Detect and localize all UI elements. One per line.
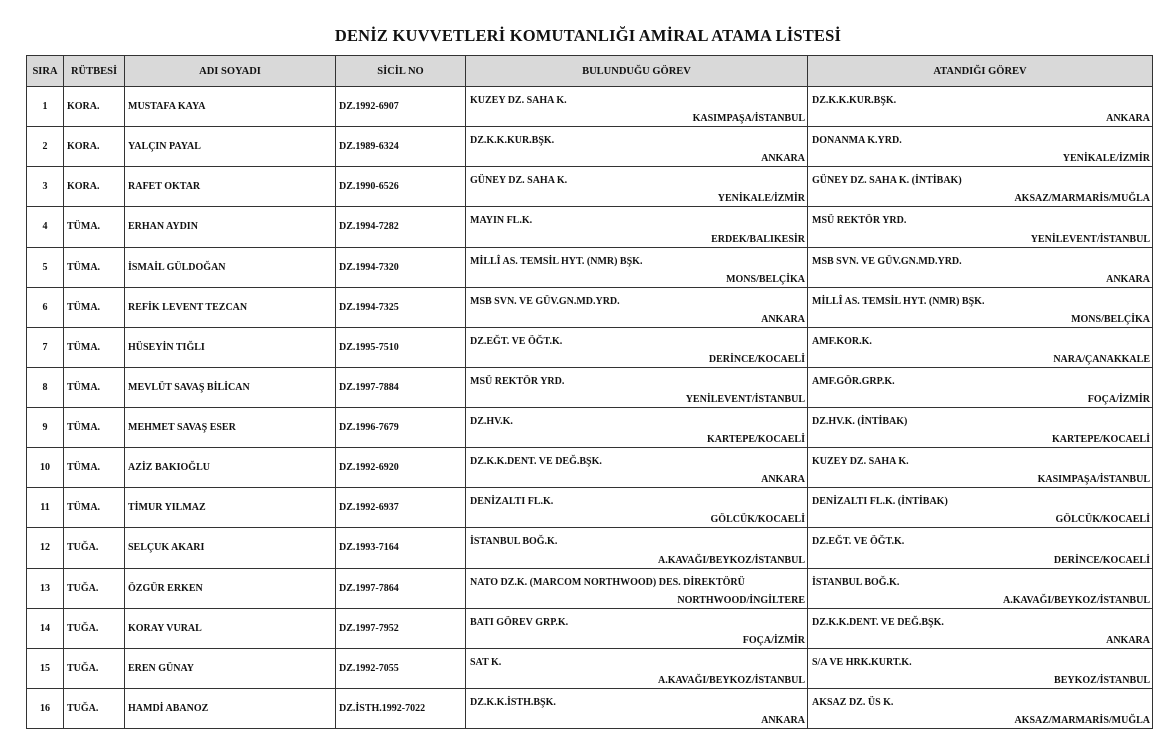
current-duty: MAYIN FL.K. <box>470 215 533 227</box>
cell-bulundugu <box>466 167 808 207</box>
cell-atandigi <box>808 87 1153 127</box>
cell-bulundugu <box>466 688 808 728</box>
cell-bulundugu <box>466 648 808 688</box>
assigned-duty-location: ANKARA <box>1106 113 1150 125</box>
current-duty-location: FOÇA/İZMİR <box>742 634 805 646</box>
cell-sicil: DZ.1994-7282 <box>336 207 466 247</box>
cell-ad: KORAY VURAL <box>125 608 336 648</box>
cell-sira: 11 <box>27 488 64 528</box>
cell-sicil: DZ.1995-7510 <box>336 327 466 367</box>
cell-ad: İSMAİL GÜLDOĞAN <box>125 247 336 287</box>
current-duty: GÜNEY DZ. SAHA K. <box>470 175 568 187</box>
cell-bulundugu <box>466 448 808 488</box>
table-row <box>27 247 1153 287</box>
col-header-rutbe: RÜTBESİ <box>64 56 125 87</box>
assigned-duty: İSTANBUL BOĞ.K. <box>812 576 900 588</box>
cell-atandigi <box>808 408 1153 448</box>
current-duty: SAT K. <box>470 656 502 668</box>
assigned-duty: MİLLÎ AS. TEMSİL HYT. (NMR) BŞK. <box>812 295 985 307</box>
cell-sicil: DZ.1994-7325 <box>336 287 466 327</box>
current-duty-location: KARTEPE/KOCAELİ <box>707 434 805 446</box>
assigned-duty: S/A VE HRK.KURT.K. <box>812 656 912 668</box>
table-row <box>27 127 1153 167</box>
cell-ad: YALÇIN PAYAL <box>125 127 336 167</box>
table-row <box>27 327 1153 367</box>
cell-rutbe: KORA. <box>64 167 125 207</box>
current-duty-location: ERDEK/BALIKESİR <box>711 233 805 245</box>
table-row <box>27 367 1153 407</box>
cell-bulundugu <box>466 408 808 448</box>
assigned-duty-location: MONS/BELÇİKA <box>1071 313 1150 325</box>
assigned-duty-location: KASIMPAŞA/İSTANBUL <box>1037 474 1150 486</box>
cell-bulundugu <box>466 608 808 648</box>
cell-ad: SELÇUK AKARI <box>125 528 336 568</box>
cell-rutbe: TUĞA. <box>64 648 125 688</box>
cell-bulundugu <box>466 568 808 608</box>
cell-atandigi <box>808 247 1153 287</box>
cell-sicil: DZ.1992-7055 <box>336 648 466 688</box>
table-row <box>27 648 1153 688</box>
cell-atandigi <box>808 688 1153 728</box>
cell-sira: 8 <box>27 367 64 407</box>
table-body <box>27 87 1153 729</box>
cell-rutbe: TÜMA. <box>64 448 125 488</box>
current-duty: DZ.EĞT. VE ÖĞT.K. <box>470 335 563 347</box>
cell-sira: 12 <box>27 528 64 568</box>
assigned-duty-location: GÖLCÜK/KOCAELİ <box>1055 514 1150 526</box>
cell-ad: ERHAN AYDIN <box>125 207 336 247</box>
assigned-duty-location: YENİKALE/İZMİR <box>1062 153 1150 165</box>
cell-ad: REFİK LEVENT TEZCAN <box>125 287 336 327</box>
assigned-duty-location: BEYKOZ/İSTANBUL <box>1054 674 1150 686</box>
cell-rutbe: TÜMA. <box>64 287 125 327</box>
cell-sira: 6 <box>27 287 64 327</box>
current-duty-location: A.KAVAĞI/BEYKOZ/İSTANBUL <box>658 674 805 686</box>
cell-atandigi <box>808 207 1153 247</box>
cell-ad: TİMUR YILMAZ <box>125 488 336 528</box>
cell-sicil: DZ.1990-6526 <box>336 167 466 207</box>
cell-bulundugu <box>466 247 808 287</box>
assigned-duty-location: NARA/ÇANAKKALE <box>1053 353 1150 365</box>
current-duty-location: ANKARA <box>761 153 805 165</box>
cell-ad: RAFET OKTAR <box>125 167 336 207</box>
table-row <box>27 287 1153 327</box>
cell-bulundugu <box>466 87 808 127</box>
assigned-duty: MSB SVN. VE GÜV.GN.MD.YRD. <box>812 255 962 267</box>
current-duty: MSÜ REKTÖR YRD. <box>470 375 565 387</box>
table-row <box>27 568 1153 608</box>
current-duty: MİLLÎ AS. TEMSİL HYT. (NMR) BŞK. <box>470 255 643 267</box>
current-duty: KUZEY DZ. SAHA K. <box>470 95 567 106</box>
assigned-duty: AMF.KOR.K. <box>812 335 872 347</box>
cell-bulundugu <box>466 488 808 528</box>
cell-rutbe: KORA. <box>64 127 125 167</box>
current-duty: DZ.K.K.DENT. VE DEĞ.BŞK. <box>470 456 602 468</box>
table-header-row <box>27 56 1153 87</box>
cell-rutbe: TÜMA. <box>64 408 125 448</box>
cell-rutbe: TÜMA. <box>64 247 125 287</box>
assigned-duty-location: DERİNCE/KOCAELİ <box>1053 554 1150 566</box>
assigned-duty: DONANMA K.YRD. <box>812 135 902 147</box>
cell-sicil: DZ.1997-7884 <box>336 367 466 407</box>
current-duty-location: YENİKALE/İZMİR <box>717 193 805 205</box>
current-duty: NATO DZ.K. (MARCOM NORTHWOOD) DES. DİREKTÖRÜ <box>470 576 745 588</box>
current-duty: BATI GÖREV GRP.K. <box>470 616 569 628</box>
cell-sicil: DZ.1997-7952 <box>336 608 466 648</box>
cell-rutbe: TÜMA. <box>64 207 125 247</box>
cell-sira: 9 <box>27 408 64 448</box>
col-header-sira: SIRA <box>27 56 64 87</box>
table-row <box>27 448 1153 488</box>
table-row <box>27 528 1153 568</box>
assigned-duty-location: KARTEPE/KOCAELİ <box>1052 434 1150 446</box>
assigned-duty-location: A.KAVAĞI/BEYKOZ/İSTANBUL <box>1003 594 1150 606</box>
current-duty-location: KASIMPAŞA/İSTANBUL <box>692 113 805 125</box>
cell-rutbe: TÜMA. <box>64 367 125 407</box>
cell-atandigi <box>808 448 1153 488</box>
assigned-duty: KUZEY DZ. SAHA K. <box>812 456 909 468</box>
assigned-duty-location: AKSAZ/MARMARİS/MUĞLA <box>1014 193 1150 205</box>
cell-atandigi <box>808 568 1153 608</box>
cell-sicil: DZ.1993-7164 <box>336 528 466 568</box>
cell-sira: 14 <box>27 608 64 648</box>
cell-atandigi <box>808 127 1153 167</box>
table-row <box>27 87 1153 127</box>
cell-ad: MEVLÜT SAVAŞ BİLİCAN <box>125 367 336 407</box>
assigned-duty: AMF.GÖR.GRP.K. <box>812 375 895 387</box>
current-duty: MSB SVN. VE GÜV.GN.MD.YRD. <box>470 295 620 307</box>
table-row <box>27 488 1153 528</box>
cell-rutbe: KORA. <box>64 87 125 127</box>
assigned-duty-location: FOÇA/İZMİR <box>1087 394 1150 405</box>
cell-sicil: DZ.1997-7864 <box>336 568 466 608</box>
assigned-duty: AKSAZ DZ. ÜS K. <box>812 696 894 708</box>
assigned-duty: DZ.HV.K. (İNTİBAK) <box>812 416 908 427</box>
table-row <box>27 207 1153 247</box>
cell-ad: HAMDİ ABANOZ <box>125 688 336 728</box>
assigned-duty: DZ.EĞT. VE ÖĞT.K. <box>812 536 905 548</box>
cell-sira: 16 <box>27 688 64 728</box>
assigned-duty: DZ.K.K.KUR.BŞK. <box>812 95 897 106</box>
page-title: DENİZ KUVVETLERİ KOMUTANLIĞI AMİRAL ATAMA LİSTESİ <box>334 26 842 45</box>
assigned-duty: DENİZALTI FL.K. (İNTİBAK) <box>812 496 948 508</box>
cell-atandigi <box>808 528 1153 568</box>
cell-rutbe: TÜMA. <box>64 488 125 528</box>
current-duty-location: ANKARA <box>761 313 805 325</box>
cell-sicil: DZ.İSTH.1992-7022 <box>336 688 466 728</box>
table-row <box>27 408 1153 448</box>
cell-bulundugu <box>466 528 808 568</box>
current-duty: DZ.K.K.İSTH.BŞK. <box>470 696 556 708</box>
assigned-duty: DZ.K.K.DENT. VE DEĞ.BŞK. <box>812 616 944 628</box>
cell-sicil: DZ.1992-6907 <box>336 87 466 127</box>
cell-ad: ÖZGÜR ERKEN <box>125 568 336 608</box>
cell-ad: HÜSEYİN TIĞLI <box>125 327 336 367</box>
cell-bulundugu <box>466 327 808 367</box>
col-header-ad: ADI SOYADI <box>125 56 336 87</box>
assigned-duty: MSÜ REKTÖR YRD. <box>812 215 907 227</box>
assigned-duty: GÜNEY DZ. SAHA K. (İNTİBAK) <box>812 175 962 187</box>
cell-sira: 4 <box>27 207 64 247</box>
current-duty-location: NORTHWOOD/İNGİLTERE <box>677 594 805 606</box>
cell-atandigi <box>808 608 1153 648</box>
cell-atandigi <box>808 648 1153 688</box>
cell-ad: AZİZ BAKIOĞLU <box>125 448 336 488</box>
cell-sira: 7 <box>27 327 64 367</box>
cell-rutbe: TUĞA. <box>64 528 125 568</box>
table-row <box>27 608 1153 648</box>
current-duty-location: ANKARA <box>761 715 805 726</box>
table-row <box>27 167 1153 207</box>
cell-atandigi <box>808 327 1153 367</box>
cell-rutbe: TUĞA. <box>64 568 125 608</box>
cell-ad: MUSTAFA KAYA <box>125 87 336 127</box>
current-duty: DENİZALTI FL.K. <box>470 496 554 508</box>
current-duty-location: DERİNCE/KOCAELİ <box>708 353 805 365</box>
cell-atandigi <box>808 287 1153 327</box>
cell-sira: 10 <box>27 448 64 488</box>
cell-rutbe: TÜMA. <box>64 327 125 367</box>
cell-sira: 3 <box>27 167 64 207</box>
assignment-table <box>26 55 1153 729</box>
cell-rutbe: TUĞA. <box>64 608 125 648</box>
assigned-duty-location: ANKARA <box>1106 273 1150 285</box>
cell-sicil: DZ.1992-6920 <box>336 448 466 488</box>
cell-atandigi <box>808 488 1153 528</box>
cell-bulundugu <box>466 367 808 407</box>
cell-ad: EREN GÜNAY <box>125 648 336 688</box>
assigned-duty-location: YENİLEVENT/İSTANBUL <box>1030 233 1150 245</box>
cell-sira: 1 <box>27 87 64 127</box>
current-duty-location: YENİLEVENT/İSTANBUL <box>685 394 805 405</box>
cell-bulundugu <box>466 127 808 167</box>
current-duty: İSTANBUL BOĞ.K. <box>470 536 558 548</box>
current-duty-location: GÖLCÜK/KOCAELİ <box>710 514 805 526</box>
current-duty: DZ.K.K.KUR.BŞK. <box>470 135 555 147</box>
cell-sicil: DZ.1994-7320 <box>336 247 466 287</box>
cell-rutbe: TUĞA. <box>64 688 125 728</box>
cell-atandigi <box>808 167 1153 207</box>
cell-sicil: DZ.1992-6937 <box>336 488 466 528</box>
cell-sicil: DZ.1996-7679 <box>336 408 466 448</box>
cell-sira: 2 <box>27 127 64 167</box>
current-duty-location: ANKARA <box>761 474 805 486</box>
col-header-bulundugu: BULUNDUĞU GÖREV <box>466 56 808 87</box>
current-duty-location: A.KAVAĞI/BEYKOZ/İSTANBUL <box>658 554 805 566</box>
cell-bulundugu <box>466 287 808 327</box>
cell-ad: MEHMET SAVAŞ ESER <box>125 408 336 448</box>
col-header-sicil: SİCİL NO <box>336 56 466 87</box>
assigned-duty-location: ANKARA <box>1106 634 1150 646</box>
cell-sira: 15 <box>27 648 64 688</box>
current-duty: DZ.HV.K. <box>470 416 513 427</box>
cell-sira: 13 <box>27 568 64 608</box>
table-row <box>27 688 1153 728</box>
assigned-duty-location: AKSAZ/MARMARİS/MUĞLA <box>1014 715 1150 726</box>
cell-sira: 5 <box>27 247 64 287</box>
current-duty-location: MONS/BELÇİKA <box>726 273 805 285</box>
col-header-atandigi: ATANDIĞI GÖREV <box>808 56 1153 87</box>
cell-sicil: DZ.1989-6324 <box>336 127 466 167</box>
cell-atandigi <box>808 367 1153 407</box>
cell-bulundugu <box>466 207 808 247</box>
